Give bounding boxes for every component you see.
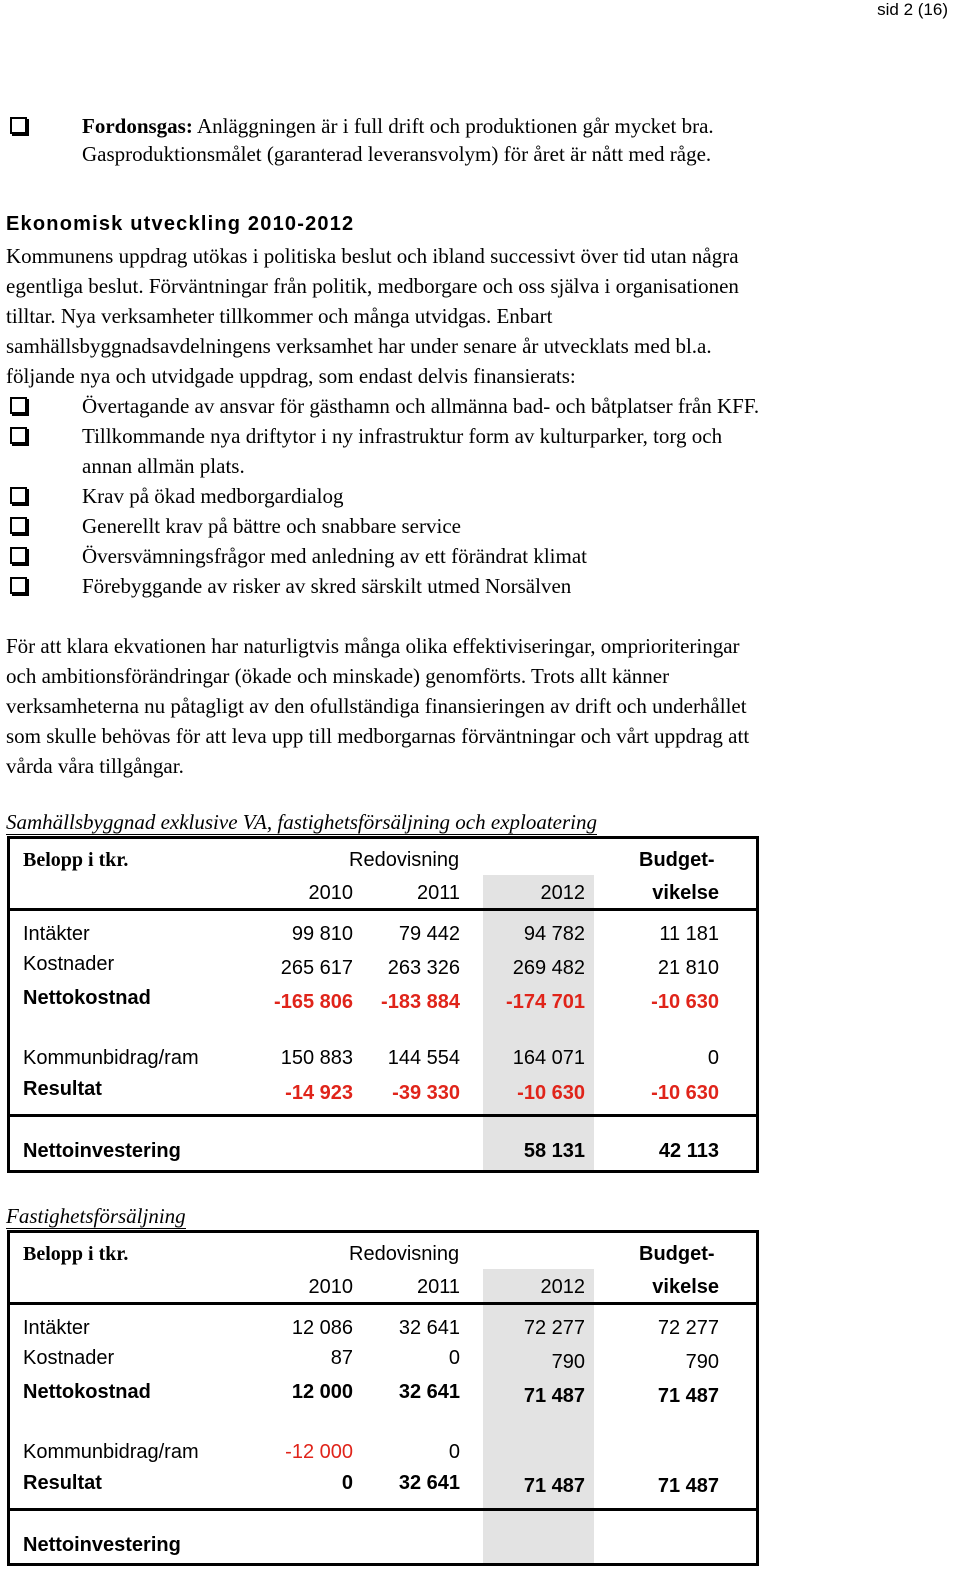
row-label: Resultat: [23, 1472, 102, 1494]
row-label: Intäkter: [23, 923, 90, 945]
page-number: sid 2 (16): [877, 0, 948, 19]
header-2010: 2010: [308, 882, 353, 904]
header-budget-2: vikelse: [652, 882, 719, 904]
section-heading: Ekonomisk utveckling 2010-2012: [6, 213, 355, 235]
row-label: Nettokostnad: [23, 987, 151, 1009]
cell-2010: 12 086: [291, 1317, 353, 1339]
cell-budget: 71 487: [657, 1385, 719, 1407]
cell-2011: 32 641: [398, 1472, 460, 1494]
column-2012-shade: [483, 1269, 594, 1563]
row-label: Kommunbidrag/ram: [23, 1047, 199, 1069]
divider: [10, 908, 756, 911]
cell-2010: -14 923: [285, 1082, 353, 1104]
header-belopp: Belopp i tkr.: [23, 1243, 129, 1265]
body-line: följande nya och utvidgade uppdrag, som endast delvis finansierats:: [6, 364, 576, 388]
bullet-item: Översvämningsfrågor med anledning av ett förändrat klimat: [82, 544, 588, 568]
cell-2011: 144 554: [387, 1047, 460, 1069]
cell-2011: 0: [448, 1441, 460, 1463]
cell-budget: 0: [707, 1047, 719, 1069]
cell-2012: 94 782: [523, 923, 585, 945]
body-line: tilltar. Nya verksamheter tillkommer och många utvidgas. Enbart: [6, 304, 553, 328]
header-2012: 2012: [540, 1276, 585, 1298]
closing-line: verksamheterna nu påtagligt av den ofullständiga finansieringen av drift och underhållet: [6, 694, 747, 718]
row-label: Kommunbidrag/ram: [23, 1441, 199, 1463]
header-budget-2: vikelse: [652, 1276, 719, 1298]
row-label: Resultat: [23, 1078, 102, 1100]
cell-2011: 263 326: [387, 957, 460, 979]
cell-2012: 72 277: [523, 1317, 585, 1339]
cell-2012: 71 487: [523, 1475, 585, 1497]
checkbox-icon: [10, 547, 27, 564]
cell-2011: 79 442: [398, 923, 460, 945]
checkbox-icon: [10, 577, 27, 594]
cell-2010: -12 000: [285, 1441, 353, 1463]
row-label: Kostnader: [23, 953, 115, 975]
header-2011: 2011: [416, 1276, 460, 1298]
divider: [10, 1114, 756, 1117]
column-2012-shade: [483, 875, 594, 1170]
checkbox-icon: [10, 517, 27, 534]
intro-line-2: Gasproduktionsmålet (garanterad leveransvolym) för året är nått med råge.: [82, 142, 712, 166]
cell-2012: 58 131: [523, 1140, 585, 1162]
cell-budget: 72 277: [657, 1317, 719, 1339]
checkbox-icon: [10, 397, 27, 414]
row-label: Nettoinvestering: [23, 1140, 181, 1162]
cell-budget: 71 487: [657, 1475, 719, 1497]
header-2011: 2011: [416, 882, 460, 904]
intro-line-1: [82, 111, 714, 141]
closing-line: som skulle behövas för att leva upp till medborgarnas förväntningar och vårt uppdrag att: [6, 724, 750, 748]
row-label: Nettokostnad: [23, 1381, 151, 1403]
finance-table-fastighetsforsaljning: [7, 1230, 759, 1566]
body-line: Kommunens uppdrag utökas i politiska beslut och ibland successivt över tid utan några: [6, 244, 739, 268]
cell-budget: -10 630: [651, 991, 719, 1013]
cell-2011: 0: [448, 1347, 460, 1369]
cell-2010: 265 617: [280, 957, 353, 979]
bullet-item: Tillkommande nya driftytor i ny infrastruktur form av kulturparker, torg och: [82, 424, 723, 448]
header-2012: 2012: [540, 882, 585, 904]
finance-table-samhallsbyggnad: [7, 836, 759, 1173]
cell-budget: -10 630: [651, 1082, 719, 1104]
closing-line: och ambitionsförändringar (ökade och minskade) genomförts. Trots allt känner: [6, 664, 670, 688]
cell-2012: -174 701: [506, 991, 585, 1013]
cell-budget: 790: [685, 1351, 719, 1373]
body-line: samhällsbyggnadsavdelningens verksamhet har under senare år utvecklats med bl.a.: [6, 334, 712, 358]
cell-budget: 21 810: [657, 957, 719, 979]
checkbox-icon: [10, 427, 27, 444]
cell-2010: -165 806: [274, 991, 353, 1013]
cell-2012: 71 487: [523, 1385, 585, 1407]
cell-2012: 269 482: [512, 957, 585, 979]
cell-2011: -39 330: [392, 1082, 460, 1104]
closing-line: För att klara ekvationen har naturligtvis många olika effektiviseringar, omprioriteringar: [6, 634, 740, 658]
divider: [10, 1302, 756, 1305]
checkbox-icon: [10, 487, 27, 504]
cell-2010: 12 000: [291, 1381, 353, 1403]
row-label: Nettoinvestering: [23, 1534, 181, 1556]
closing-line: vårda våra tillgångar.: [6, 754, 184, 778]
row-label: Kostnader: [23, 1347, 115, 1369]
cell-2012: 790: [551, 1351, 585, 1373]
cell-2010: 87: [330, 1347, 353, 1369]
cell-2011: 32 641: [398, 1381, 460, 1403]
cell-2011: -183 884: [381, 991, 460, 1013]
cell-2010: 0: [341, 1472, 353, 1494]
row-label: Intäkter: [23, 1317, 90, 1339]
header-budget: Budget-: [639, 1243, 715, 1265]
divider: [10, 1508, 756, 1511]
header-belopp: Belopp i tkr.: [23, 849, 129, 871]
bullet-item-continuation: annan allmän plats.: [82, 454, 245, 478]
intro-bold-label: Fordonsgas:: [82, 114, 193, 138]
cell-2010: 150 883: [280, 1047, 353, 1069]
checkbox-icon: [10, 117, 27, 134]
cell-2011: 32 641: [398, 1317, 460, 1339]
cell-2012: -10 630: [517, 1082, 585, 1104]
cell-2012: 164 071: [512, 1047, 585, 1069]
header-2010: 2010: [308, 1276, 353, 1298]
table-caption: Samhällsbyggnad exklusive VA, fastighetsförsäljning och exploatering: [6, 810, 598, 834]
bullet-item: Generellt krav på bättre och snabbare service: [82, 514, 461, 538]
header-redovisning: Redovisning: [349, 849, 460, 871]
body-line: egentliga beslut. Förväntningar från politik, medborgare och oss själva i organisationen: [6, 274, 739, 298]
header-budget: Budget-: [639, 849, 715, 871]
intro-text: Anläggningen är i full drift och produktionen går mycket bra.: [192, 114, 714, 138]
cell-2010: 99 810: [291, 923, 353, 945]
cell-budget: 42 113: [658, 1140, 719, 1162]
bullet-item: Förebyggande av risker av skred särskilt utmed Norsälven: [82, 574, 572, 598]
header-redovisning: Redovisning: [349, 1243, 460, 1265]
bullet-item: Övertagande av ansvar för gästhamn och allmänna bad- och båtplatser från KFF.: [82, 394, 760, 418]
table-caption: Fastighetsförsäljning: [6, 1204, 186, 1228]
cell-budget: 11 181: [659, 923, 719, 945]
bullet-item: Krav på ökad medborgardialog: [82, 484, 344, 508]
